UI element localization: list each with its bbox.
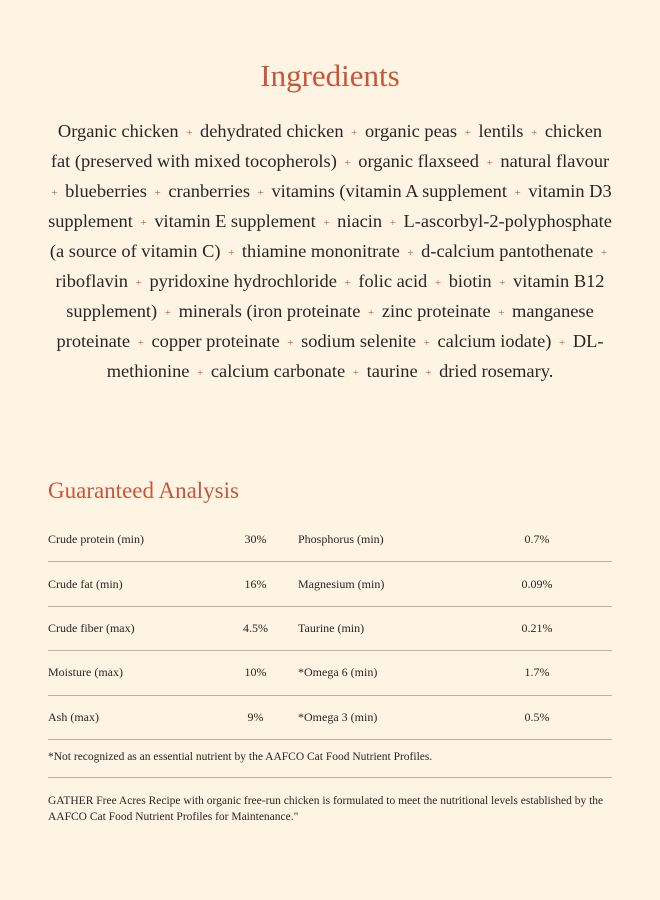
nutrient-value: 30% (213, 518, 298, 562)
ingredient-item: Organic chicken (57, 121, 179, 141)
ingredient-separator: + (389, 217, 396, 229)
ingredient-separator: + (499, 277, 506, 289)
nutrient-label: Moisture (max) (48, 651, 213, 695)
ingredient-item: minerals (iron proteinate (178, 301, 361, 321)
ingredient-separator: + (186, 127, 193, 139)
nutrient-label: Crude fat (min) (48, 562, 213, 606)
nutrient-label: Crude fiber (max) (48, 606, 213, 650)
ingredient-separator: + (600, 247, 608, 259)
ingredient-separator: + (434, 277, 442, 289)
ingredient-item: sodium selenite (301, 331, 417, 351)
ingredient-item: d-calcium pantothenate (421, 241, 594, 261)
ingredient-item: L-ascorbyl-2-polyphosphate (a source of vitamin C) (49, 211, 612, 261)
ingredient-item: niacin (337, 211, 383, 231)
ingredient-separator: + (135, 277, 142, 289)
nutrient-label: *Omega 6 (min) (298, 651, 462, 695)
ingredient-item: vitamins (vitamin A supplement (271, 181, 507, 201)
nutrient-label: Taurine (min) (298, 606, 462, 650)
ingredient-separator: + (514, 187, 521, 199)
table-row (48, 518, 612, 562)
ingredient-item: blueberries (65, 181, 147, 201)
ingredient-separator: + (344, 277, 351, 289)
nutrient-value: 1.7% (462, 651, 612, 695)
table-row (48, 651, 612, 695)
ingredient-separator: + (425, 367, 432, 379)
ingredient-separator: + (423, 337, 430, 349)
nutrient-value: 4.5% (213, 606, 298, 650)
ingredient-item: copper proteinate (151, 331, 280, 351)
ingredient-separator: + (323, 217, 330, 229)
ingredients-title: Ingredients (260, 58, 400, 93)
ingredient-item: vitamin B12 supplement) (66, 271, 605, 321)
ingredient-separator: + (287, 337, 294, 349)
nutrient-value: 9% (213, 695, 298, 739)
ingredient-separator: + (531, 127, 538, 139)
ingredient-item: dehydrated chicken (200, 121, 344, 141)
ingredient-separator: + (197, 367, 204, 379)
ingredient-separator: + (486, 157, 493, 169)
ingredient-item: chicken fat (preserved with mixed tocopherols) (50, 121, 603, 171)
ingredient-item: DL-methionine (106, 331, 604, 381)
ingredient-separator: + (351, 127, 358, 139)
guaranteed-analysis-table (48, 518, 612, 740)
nutrient-label: Ash (max) (48, 695, 213, 739)
aafco-footnote: *Not recognized as an essential nutrient by the AAFCO Cat Food Nutrient Profiles. (48, 751, 433, 763)
table-row (48, 606, 612, 650)
ingredient-item: natural flavour (500, 151, 610, 171)
ingredient-item: vitamin E supplement (154, 211, 316, 231)
guaranteed-analysis-title: Guaranteed Analysis (48, 478, 239, 503)
ingredient-item: riboflavin (55, 271, 129, 291)
ingredient-item: folic acid (358, 271, 428, 291)
ingredient-separator: + (140, 217, 147, 229)
ingredient-item: organic flaxseed (358, 151, 479, 171)
ingredient-separator: + (257, 187, 264, 199)
nutrient-value: 0.7% (462, 518, 612, 562)
ingredient-separator: + (51, 187, 58, 199)
ingredient-item: lentils (478, 121, 524, 141)
ingredient-item: calcium carbonate (210, 361, 346, 381)
analysis-table-body (48, 518, 612, 739)
table-row (48, 695, 612, 739)
nutrient-label: Crude protein (min) (48, 518, 213, 562)
ingredient-separator: + (164, 307, 171, 319)
ingredient-separator: + (344, 157, 351, 169)
ingredient-item: organic peas (364, 121, 458, 141)
ingredient-item: calcium iodate) (437, 331, 552, 351)
ingredient-item: thiamine mononitrate (241, 241, 400, 261)
ingredient-separator: + (558, 337, 566, 349)
ingredient-separator: + (368, 307, 375, 319)
ingredient-item: dried rosemary. (439, 361, 554, 381)
table-row (48, 562, 612, 606)
ingredient-item: vitamin D3 supplement (48, 181, 612, 231)
divider (48, 777, 612, 778)
ingredient-separator: + (137, 337, 144, 349)
ingredient-separator: + (498, 307, 505, 319)
ingredient-separator: + (464, 127, 471, 139)
nutrient-value: 0.09% (462, 562, 612, 606)
ingredient-separator: + (228, 247, 235, 259)
nutrient-value: 0.21% (462, 606, 612, 650)
ingredient-item: cranberries (168, 181, 250, 201)
ingredient-item: zinc proteinate (381, 301, 491, 321)
ingredient-separator: + (154, 187, 161, 199)
ingredient-item: manganese proteinate (56, 301, 594, 351)
ingredient-separator: + (407, 247, 414, 259)
ingredient-item: taurine (366, 361, 418, 381)
nutrient-label: Magnesium (min) (298, 562, 462, 606)
ingredient-separator: + (352, 367, 359, 379)
nutritional-statement: GATHER Free Acres Recipe with organic free-run chicken is formulated to meet the nutritional levels established by the AAFCO Cat Food Nutrient Profiles for Maintenance." (48, 795, 604, 823)
ingredients-list (48, 118, 612, 388)
nutrient-value: 0.5% (462, 695, 612, 739)
nutrient-value: 10% (213, 651, 298, 695)
ingredient-item: biotin (448, 271, 492, 291)
nutrient-label: *Omega 3 (min) (298, 695, 462, 739)
nutrient-value: 16% (213, 562, 298, 606)
nutrient-label: Phosphorus (min) (298, 518, 462, 562)
ingredient-item: pyridoxine hydrochloride (149, 271, 337, 291)
